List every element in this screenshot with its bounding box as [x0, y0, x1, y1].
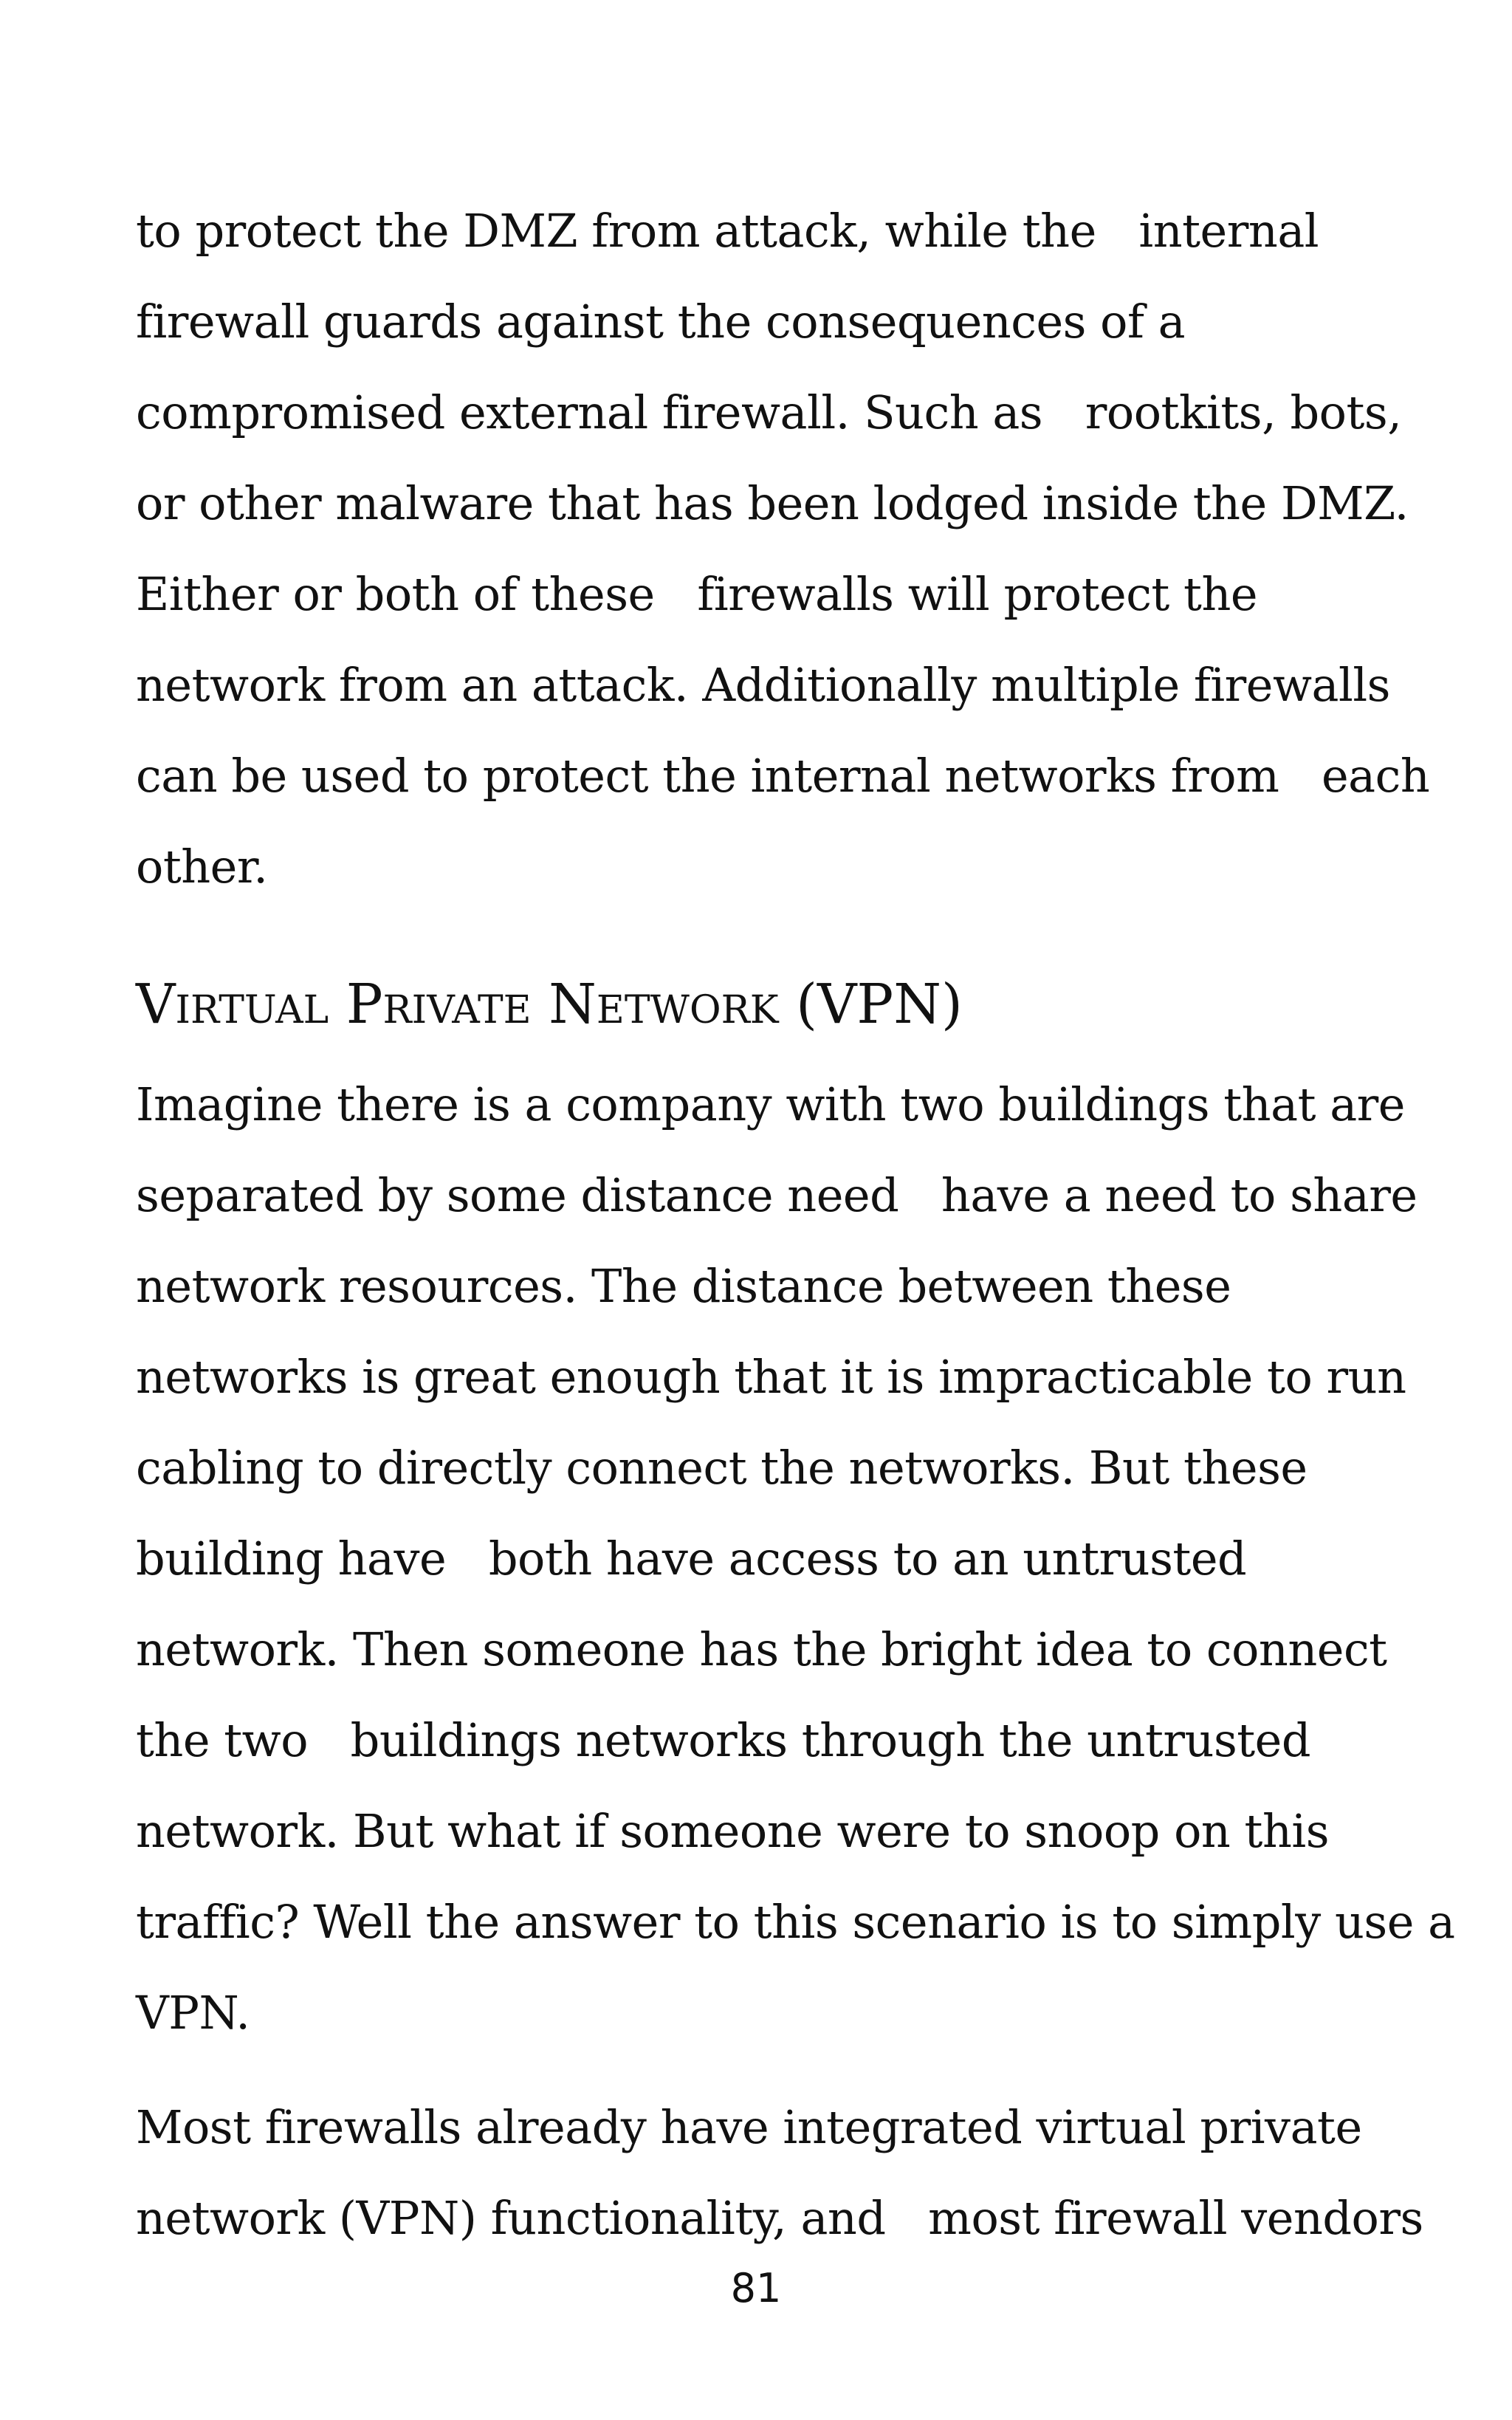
text-line: network. But what if someone were to snoop on this: [136, 1804, 1330, 1858]
text-line: to protect the DMZ from attack, while the internal: [136, 204, 1319, 258]
text-line: Either or both of these firewalls will protect the: [136, 567, 1258, 621]
text-line: or other malware that has been lodged inside the DMZ.: [136, 476, 1409, 530]
text-line: network from an attack. Additionally multiple firewalls: [136, 658, 1390, 712]
text-line: building have both have access to an untrusted: [136, 1532, 1247, 1586]
text-line: other.: [136, 840, 268, 894]
text-line: network (VPN) functionality, and most firewall vendors: [136, 2191, 1423, 2245]
page-number: 81: [730, 2265, 782, 2311]
text-line: compromised external firewall. Such as rootkits, bots,: [136, 385, 1402, 439]
text-line: firewall guards against the consequences of a: [136, 295, 1186, 349]
text-line: network resources. The distance between these: [136, 1259, 1231, 1313]
text-line: traffic? Well the answer to this scenario is to simply use a: [136, 1895, 1455, 1949]
text-line: can be used to protect the internal networks from each: [136, 749, 1430, 803]
text-line: VPN.: [136, 1986, 250, 2040]
text-line: cabling to directly connect the networks. But these: [136, 1441, 1307, 1495]
section-heading: Virtual Private Network (VPN): [136, 973, 963, 1036]
text-line: Imagine there is a company with two buildings that are: [136, 1077, 1405, 1131]
text-line: separated by some distance need have a need to share: [136, 1168, 1418, 1222]
text-line: network. Then someone has the bright idea to connect: [136, 1622, 1387, 1676]
text-line: the two buildings networks through the untrusted: [136, 1713, 1311, 1767]
text-line: Most firewalls already have integrated virtual private: [136, 2100, 1362, 2154]
text-line: networks is great enough that it is impracticable to run: [136, 1350, 1406, 1404]
